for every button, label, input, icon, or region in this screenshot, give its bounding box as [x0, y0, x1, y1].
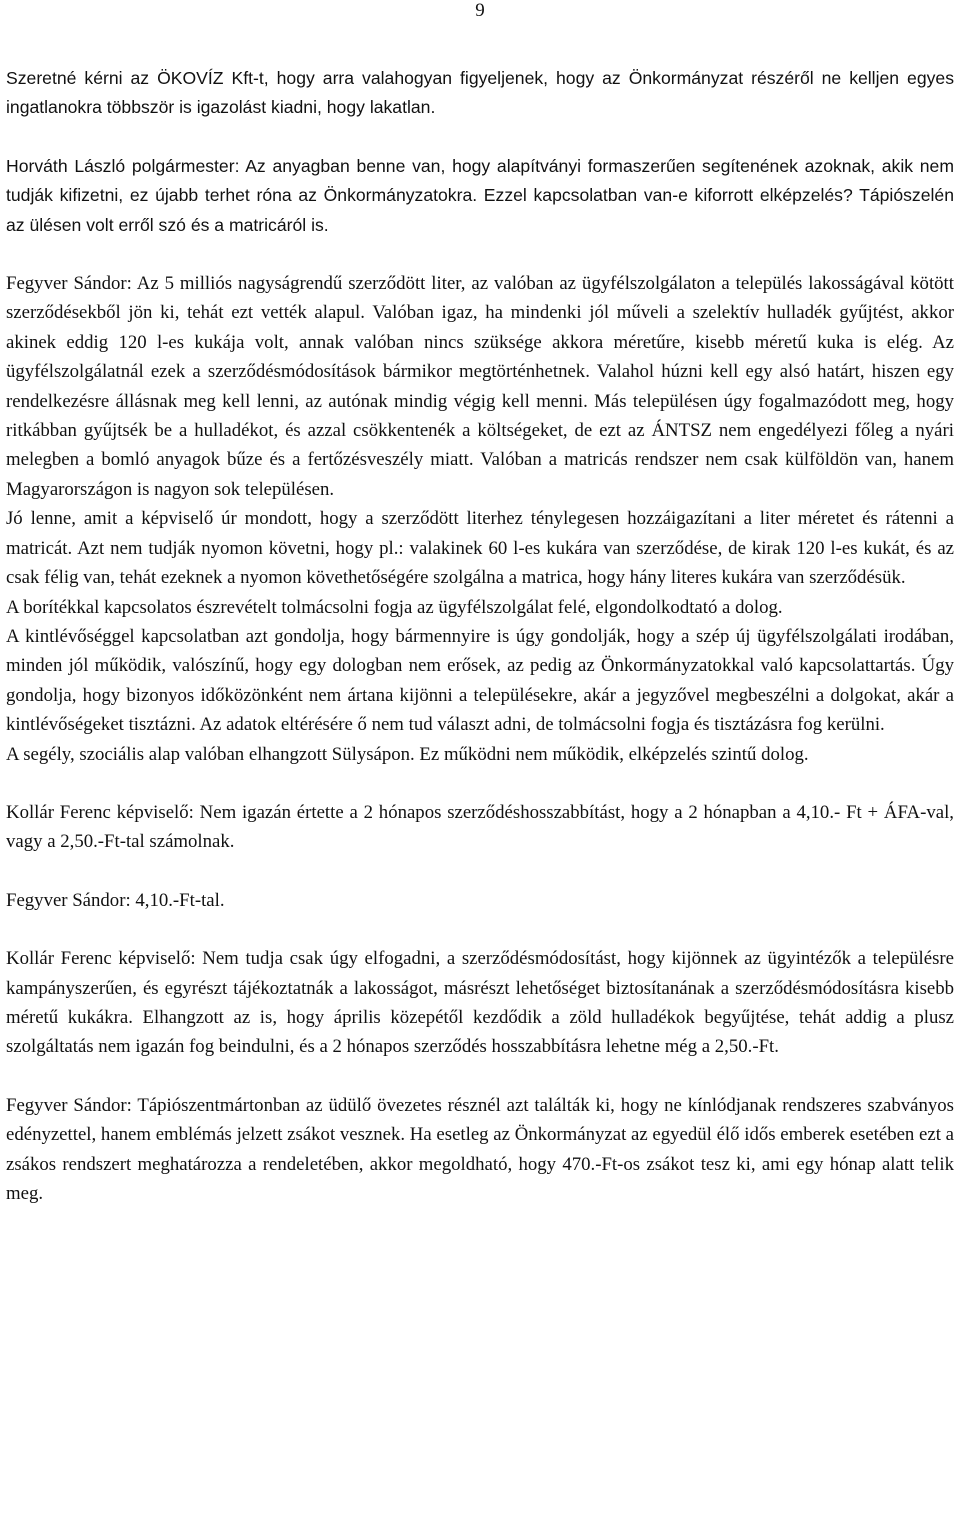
paragraph: Fegyver Sándor: 4,10.-Ft-tal.	[6, 889, 225, 911]
paragraph: Jó lenne, amit a képviselő úr mondott, hogy a szerződött literhez ténylegesen hozzáigazítani a liter méretet és rátenni a matricát. Azt nem tudják nyomon követni, hogy pl.: valakinek 60 l-es kukára van szerződése, de kirak 120 l-es kukát, és az csak félig van, tehát ezeknek a nyomon követhetőségére szolgálna a matrica, hogy hány literes kukára van szerződésük.	[6, 508, 954, 589]
paragraph: Horváth László polgármester: Az anyagban benne van, hogy alapítványi formaszerűen segítenének azoknak, akik nem tudják kifizetni, ez újabb terhet róna az Önkormányzatokra. Ezzel kapcsolatban van-e kiforrott elképzelés? Tápiószelén az ülésen volt erről szó és a matricáról is.	[6, 155, 954, 235]
paragraph: Fegyver Sándor: Tápiószentmártonban az üdülő övezetes résznél azt találták ki, hogy ne kínlódjanak rendszeres szabványos edényzettel, hanem emblémás jelzett zsákot vesznek. Ha esetleg az Önkormányzat az egyedül élő idős emberek esetében ezt a zsákos rendszert meghatározza a rendeletében, akkor megoldható, hogy 470.-Ft-os zsákot tesz ki, ami egy hónap alatt telik meg.	[6, 1094, 954, 1204]
paragraph-gap	[6, 240, 954, 269]
paragraph-gap	[6, 857, 954, 886]
page-number: 9	[475, 0, 485, 21]
paragraph-gap	[6, 123, 954, 152]
paragraph-gap	[6, 1062, 954, 1091]
paragraph-gap	[6, 769, 954, 798]
paragraph: Szeretné kérni az ÖKOVÍZ Kft-t, hogy arra valahogyan figyeljenek, hogy az Önkormányzat részéről ne kelljen egyes ingatlanokra többször is igazolást kiadni, hogy lakatlan.	[6, 68, 954, 118]
document-body	[6, 64, 954, 1208]
paragraph: A segély, szociális alap valóban elhangzott Sülysápon. Ez működni nem működik, elképzelés szintű dolog.	[6, 743, 809, 765]
paragraph: A kintlévőséggel kapcsolatban azt gondolja, hogy bármennyire is úgy gondolják, hogy a szép új ügyfélszolgálati irodában, minden jól működik, valószínű, hogy egy dologban nem erősek, az pedig az Önkormányzatokkal való kapcsolattartás. Úgy gondolja, hogy bizonyos időközönként nem ártana kijönni a településekre, akár a jegyzővel megbeszélni a dolgokat, akár a kintlévőségeket tisztázni. Az adatok eltérésére ő nem tud választ adni, de tolmácsolni fogja és tisztázásra fog kerülni.	[6, 625, 954, 736]
paragraph: Kollár Ferenc képviselő: Nem igazán értette a 2 hónapos szerződéshosszabbítást, hogy a 2 hónapban a 4,10.- Ft + ÁFA-val, vagy a 2,50.-Ft-tal számolnak.	[6, 801, 954, 853]
paragraph-gap	[6, 915, 954, 944]
paragraph: A borítékkal kapcsolatos észrevételt tolmácsolni fogja az ügyfélszolgálat felé, elgondolkodtató a dolog.	[6, 596, 783, 618]
paragraph: Fegyver Sándor: Az 5 milliós nagyságrendű szerződött liter, az valóban az ügyfélszolgálaton a település lakosságával kötött szerződésekből jön ki, tehát ezt vették alapul. Valóban igaz, ha mindenki jól műveli a szelektív hulladék gyűjtést, akkor akinek eddig 120 l-es kukája volt, annak valóban nincs szüksége akkora méretűre, kisebb méretű kuka is elég. Az ügyfélszolgálatnál ezek a szerződésmódosítások bármikor megtörténhetnek. Valahol húzni kell egy alsó határt, hiszen egy rendelkezésre állásnak meg kell lenni, az autónak mindig végig kell menni. Más településen úgy fogalmazódott meg, hogy ritkábban gyűjtsék be a hulladékot, és azzal csökkentenék a költségeket, de ezt az ÁNTSZ nem engedélyezi főleg a nyári melegben a bomló anyagok bűze és a fertőzésveszély miatt. Valóban a matricás rendszer nem csak külföldön van, hanem Magyarországon is nagyon sok településen.	[6, 273, 954, 500]
paragraph: Kollár Ferenc képviselő: Nem tudja csak úgy elfogadni, a szerződésmódosítást, hogy kijönnek az ügyintézők a településre kampányszerűen, és egyrészt tájékoztatnák a lakosságot, másrészt lehetőséget biztosítanának a szerződésmódosításra kisebb méretű kukákra. Elhangzott az is, hogy április közepétől kezdődik a zöld hulladékok begyűjtése, tehát addig a plusz szolgáltatás nem igazán fog beindulni, és a 2 hónapos szerződés hosszabbításra lehetne még a 2,50.-Ft.	[6, 948, 954, 1058]
